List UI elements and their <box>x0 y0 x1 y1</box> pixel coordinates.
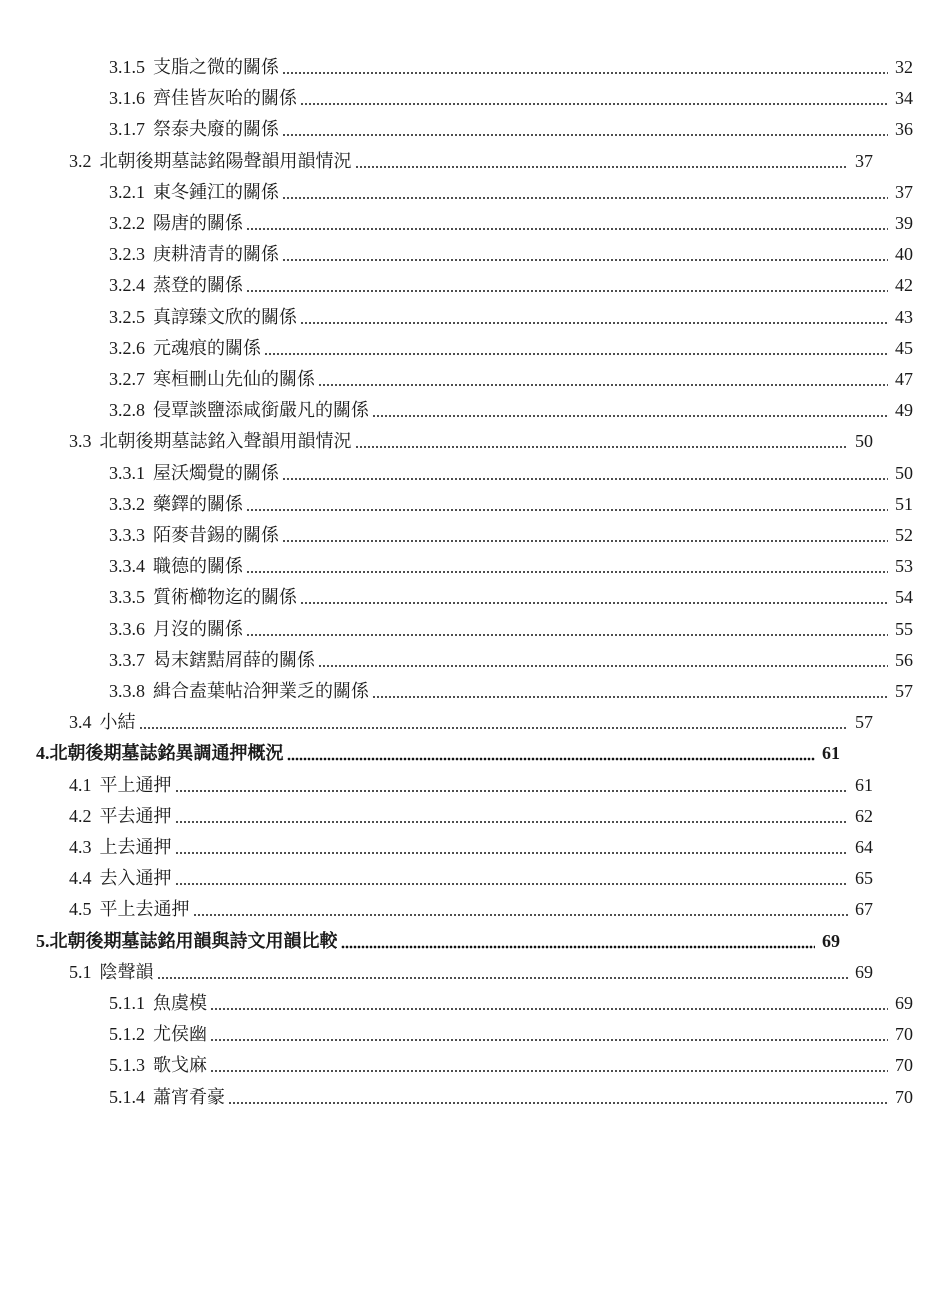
toc-entry-page: 39 <box>895 213 913 233</box>
toc-entry-title: 尤侯幽 <box>153 1024 207 1045</box>
toc-entry-number: 3.3.4 <box>109 556 145 577</box>
toc-entry-page: 50 <box>895 462 913 483</box>
toc-entry-number: 3.3.1 <box>109 462 145 483</box>
toc-entry-title: 緝合盍葉帖洽狎業乏的關係 <box>153 681 369 701</box>
toc-entry[interactable] <box>0 395 949 425</box>
toc-entry-page: 70 <box>895 1086 913 1107</box>
dot-leader <box>355 165 849 169</box>
toc-entry-title: 北朝後期墓誌銘入聲韻用韻情況 <box>99 431 352 452</box>
toc-entry-title: 元魂痕的關係 <box>153 337 261 358</box>
toc-entry-title: 陰聲韻 <box>99 961 154 982</box>
toc-entry[interactable] <box>0 114 949 144</box>
toc-entry-title: 質術櫛物迄的關係 <box>153 587 297 608</box>
toc-entry-number: 4.5 <box>69 899 92 920</box>
toc-entry-number: 3.2.4 <box>109 275 145 296</box>
toc-entry-page: 56 <box>895 649 913 670</box>
toc-entry[interactable] <box>0 863 909 893</box>
toc-entry-title: 職德的關係 <box>153 556 243 577</box>
toc-entry-number: 3.1.6 <box>109 88 145 109</box>
dot-leader <box>282 133 888 137</box>
dot-leader <box>318 664 888 668</box>
toc-entry-number: 3.1.5 <box>109 57 145 77</box>
dot-leader <box>228 1101 888 1105</box>
toc-entry[interactable] <box>0 894 909 924</box>
dot-leader <box>246 289 888 293</box>
toc-entry[interactable] <box>0 1019 949 1049</box>
toc-entry-page: 49 <box>895 400 913 421</box>
dot-leader <box>355 445 849 449</box>
dot-leader <box>175 851 849 855</box>
dot-leader <box>210 1069 888 1073</box>
toc-entry-page: 37 <box>895 181 913 202</box>
toc-entry[interactable] <box>0 676 949 706</box>
toc-entry-title: 屋沃燭覺的關係 <box>153 462 279 483</box>
toc-entry-page: 57 <box>895 681 913 701</box>
toc-entry-title: 寒桓刪山先仙的關係 <box>153 369 315 389</box>
dot-leader <box>246 227 888 231</box>
toc-entry[interactable] <box>0 582 949 612</box>
dot-leader <box>282 539 888 543</box>
toc-entry-page: 52 <box>895 525 913 545</box>
toc-entry[interactable] <box>0 146 909 176</box>
toc-entry[interactable] <box>0 208 949 238</box>
dot-leader <box>300 102 888 106</box>
toc-entry-number: 5.1 <box>69 961 92 982</box>
toc-entry-title: 庚耕清青的關係 <box>153 244 279 265</box>
dot-leader <box>282 258 888 262</box>
toc-entry-page: 69 <box>855 961 873 982</box>
toc-entry-page: 50 <box>855 431 873 452</box>
toc-entry-number: 4.4 <box>69 868 92 889</box>
toc-entry[interactable] <box>0 177 949 207</box>
toc-entry-page: 70 <box>895 1024 913 1045</box>
dot-leader <box>372 695 888 699</box>
toc-entry-page: 55 <box>895 618 913 639</box>
dot-leader <box>287 757 816 761</box>
dot-leader <box>282 477 888 481</box>
dot-leader <box>246 508 888 512</box>
toc-entry-page: 67 <box>855 899 873 920</box>
toc-entry[interactable] <box>0 707 909 737</box>
toc-entry-page: 34 <box>895 88 913 109</box>
dot-leader <box>282 196 888 200</box>
toc-entry-title: 北朝後期墓誌銘異調通押概況 <box>49 743 284 764</box>
toc-entry-title: 平去通押 <box>99 805 172 826</box>
toc-entry-title: 齊佳皆灰咍的關係 <box>153 88 297 109</box>
toc-entry[interactable] <box>0 1050 949 1080</box>
toc-entry-page: 40 <box>895 244 913 265</box>
toc-entry-number: 5. <box>36 930 50 951</box>
toc-entry-title: 陌麥昔錫的關係 <box>153 525 279 545</box>
toc-entry-number: 4.1 <box>69 774 92 795</box>
toc-entry-page: 42 <box>895 275 913 296</box>
dot-leader <box>175 882 849 886</box>
toc-entry-title: 平上去通押 <box>99 899 190 920</box>
toc-entry-number: 5.1.3 <box>109 1055 145 1076</box>
toc-entry-page: 65 <box>855 868 873 889</box>
toc-entry-number: 3.3.5 <box>109 587 145 608</box>
toc-entry-number: 3.3.3 <box>109 525 145 545</box>
toc-entry[interactable] <box>0 520 949 550</box>
dot-leader <box>246 570 888 574</box>
dot-leader <box>193 913 849 917</box>
toc-entry[interactable] <box>0 645 949 675</box>
toc-entry[interactable] <box>0 801 909 831</box>
dot-leader <box>175 820 849 824</box>
dot-leader <box>246 633 888 637</box>
toc-entry-title: 魚虞模 <box>153 993 207 1013</box>
toc-entry[interactable] <box>0 364 949 394</box>
dot-leader <box>210 1038 888 1042</box>
toc-entry-number: 3.3.7 <box>109 649 145 670</box>
toc-entry-number: 3.2.7 <box>109 369 145 389</box>
toc-entry[interactable] <box>0 458 949 488</box>
toc-entry-number: 3.3.6 <box>109 618 145 639</box>
toc-entry[interactable] <box>0 333 949 363</box>
toc-entry-title: 真諄臻文欣的關係 <box>153 306 297 327</box>
toc-entry-title: 北朝後期墓誌銘陽聲韻用韻情況 <box>99 150 352 171</box>
toc-entry[interactable] <box>0 239 949 269</box>
toc-entry[interactable] <box>0 738 876 768</box>
toc-entry[interactable] <box>0 832 909 862</box>
toc-entry-number: 3.2.5 <box>109 306 145 327</box>
toc-entry-page: 32 <box>895 57 913 77</box>
toc-entry-title: 支脂之微的關係 <box>153 57 279 77</box>
toc-entry-title: 歌戈麻 <box>153 1055 207 1076</box>
toc-entry-page: 37 <box>855 150 873 171</box>
toc-entry-number: 3.2.2 <box>109 213 145 233</box>
toc-entry-page: 54 <box>895 587 913 608</box>
dot-leader <box>300 601 888 605</box>
toc-entry-title: 東冬鍾江的關係 <box>153 181 279 202</box>
toc-entry-page: 61 <box>822 743 840 764</box>
toc-entry-page: 36 <box>895 119 913 140</box>
dot-leader <box>175 789 849 793</box>
toc-entry-page: 53 <box>895 556 913 577</box>
toc-entry-title: 小結 <box>99 712 136 733</box>
toc-entry-page: 70 <box>895 1055 913 1076</box>
toc-entry[interactable] <box>0 426 909 456</box>
dot-leader <box>210 1007 888 1011</box>
toc-entry[interactable] <box>0 1082 949 1112</box>
toc-entry[interactable] <box>0 614 949 644</box>
toc-entry-number: 4.2 <box>69 805 92 826</box>
toc-entry-page: 47 <box>895 369 913 389</box>
toc-entry-title: 平上通押 <box>99 774 172 795</box>
toc-entry[interactable] <box>0 52 949 82</box>
dot-leader <box>341 945 816 949</box>
toc-entry-page: 51 <box>895 493 913 514</box>
toc-entry[interactable] <box>0 551 949 581</box>
toc-entry-number: 3.3 <box>69 431 92 452</box>
toc-entry[interactable] <box>0 926 876 956</box>
toc-entry-title: 祭泰夬廢的關係 <box>153 119 279 140</box>
toc-entry-title: 陽唐的關係 <box>153 213 243 233</box>
toc-entry-title: 蒸登的關係 <box>153 275 243 296</box>
toc-entry-page: 64 <box>855 837 873 857</box>
toc-entry-page: 69 <box>895 993 913 1013</box>
toc-entry-title: 北朝後期墓誌銘用韻與詩文用韻比較 <box>49 930 338 951</box>
toc-entry-number: 3.2.8 <box>109 400 145 421</box>
toc-entry-number: 3.3.2 <box>109 493 145 514</box>
toc-entry-number: 3.2.1 <box>109 181 145 202</box>
toc-entry-number: 5.1.4 <box>109 1086 145 1107</box>
toc-entry-title: 侵覃談鹽添咸銜嚴凡的關係 <box>153 400 369 421</box>
toc-entry-number: 4.3 <box>69 837 92 857</box>
dot-leader <box>157 976 849 980</box>
toc-entry[interactable] <box>0 302 949 332</box>
toc-entry-number: 3.2 <box>69 150 92 171</box>
toc-entry-title: 藥鐸的關係 <box>153 493 243 514</box>
toc-entry[interactable] <box>0 270 949 300</box>
toc-entry-number: 5.1.1 <box>109 993 145 1013</box>
toc-entry-title: 月沒的關係 <box>153 618 243 639</box>
toc-entry-number: 3.2.6 <box>109 337 145 358</box>
dot-leader <box>264 352 888 356</box>
toc-entry-page: 69 <box>822 930 840 951</box>
toc-entry[interactable] <box>0 957 909 987</box>
toc-entry-page: 43 <box>895 306 913 327</box>
toc-entry-page: 45 <box>895 337 913 358</box>
toc-entry-title: 曷末鎋黠屑薛的關係 <box>153 649 315 670</box>
dot-leader <box>372 414 888 418</box>
toc-entry-page: 62 <box>855 805 873 826</box>
dot-leader <box>318 383 888 387</box>
toc-entry[interactable] <box>0 770 909 800</box>
toc-entry-number: 3.2.3 <box>109 244 145 265</box>
toc-entry[interactable] <box>0 988 949 1018</box>
toc-entry-title: 去入通押 <box>99 868 172 889</box>
toc-entry-title: 蕭宵肴豪 <box>153 1086 225 1107</box>
toc-entry-number: 3.3.8 <box>109 681 145 701</box>
toc-entry-page: 57 <box>855 712 873 733</box>
toc-entry-number: 5.1.2 <box>109 1024 145 1045</box>
toc-entry[interactable] <box>0 83 949 113</box>
dot-leader <box>282 71 888 75</box>
dot-leader <box>300 321 888 325</box>
toc-entry-number: 3.4 <box>69 712 92 733</box>
toc-entry[interactable] <box>0 489 949 519</box>
toc-entry-number: 3.1.7 <box>109 119 145 140</box>
toc-entry-number: 4. <box>36 743 50 764</box>
toc-entry-title: 上去通押 <box>99 837 172 857</box>
dot-leader <box>139 726 849 730</box>
toc-entry-page: 61 <box>855 774 873 795</box>
